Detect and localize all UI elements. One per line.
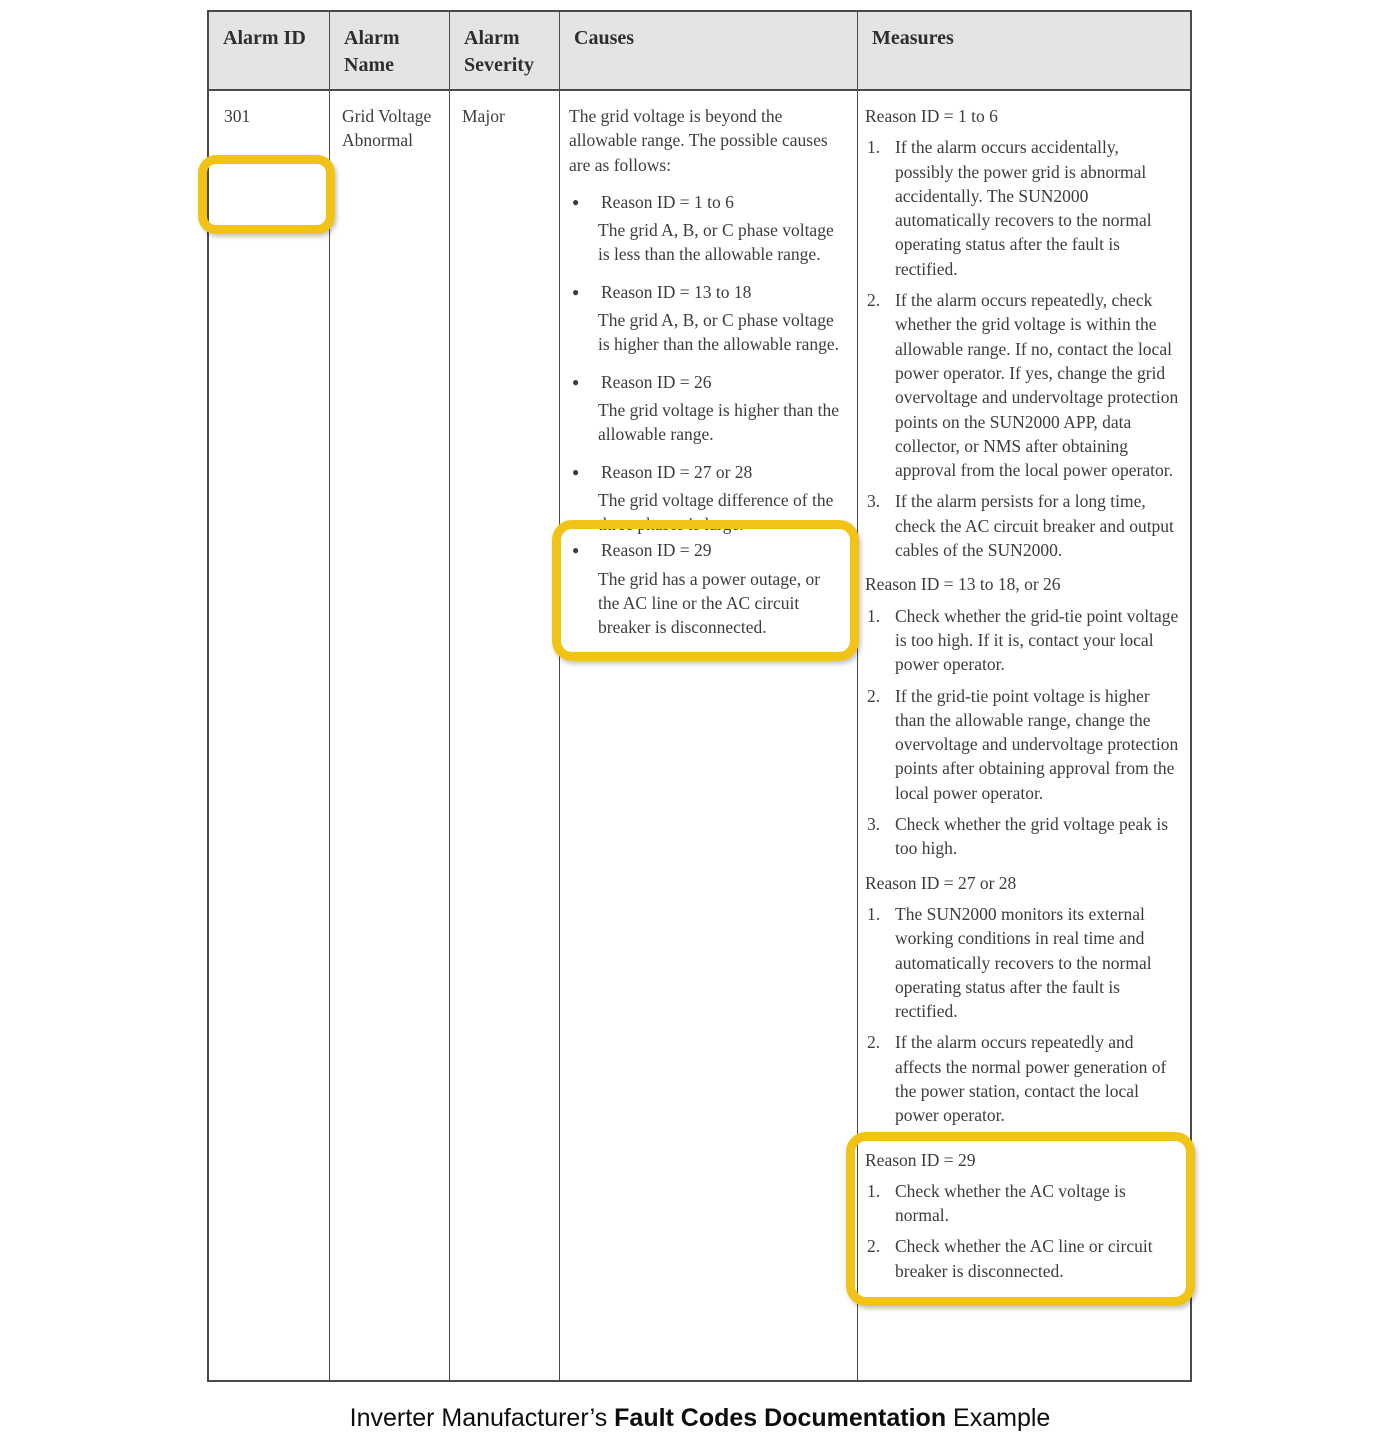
measure-step — [865, 1179, 1180, 1228]
causes-bullet — [569, 190, 842, 267]
measures-section-list — [865, 104, 1179, 1306]
step-text: If the alarm occurs repeatedly, check whether the grid voltage is within the allowable range. If no, contact the local power operator. If yes, change the grid overvoltage and undervoltage protection points on the SUN2000 APP, data collector, or NMS after obtaining approval from the local power operator. — [895, 290, 1179, 481]
step-number: 3. — [867, 814, 881, 835]
step-number: 1. — [867, 137, 881, 158]
measure-step — [865, 684, 1179, 805]
reason-group-title: Reason ID = 29 — [865, 1149, 976, 1170]
bullet-row — [569, 280, 842, 304]
bullet-row — [569, 190, 842, 214]
reason-title: Reason ID = 26 — [601, 371, 712, 392]
reason-body: The grid A, B, or C phase voltage is higher than the allowable range. — [598, 310, 840, 355]
reason-group-title: Reason ID = 1 to 6 — [865, 106, 998, 126]
reason-title: Reason ID = 27 or 28 — [601, 461, 753, 482]
header-alarm-id: Alarm ID — [223, 27, 306, 49]
measure-step — [865, 902, 1179, 1023]
reason-group-title: Reason ID = 27 or 28 — [865, 872, 1017, 893]
cell-alarm-id — [209, 91, 329, 1380]
reason-title: Reason ID = 1 to 6 — [601, 191, 734, 212]
bullet-icon: ● — [572, 194, 580, 209]
step-number: 2. — [867, 685, 881, 706]
bullet-icon: ● — [572, 543, 580, 558]
measure-step — [865, 1030, 1179, 1127]
step-number: 1. — [867, 605, 881, 626]
causes-bullet — [569, 370, 842, 447]
step-text: If the alarm occurs repeatedly and affects the normal power generation of the power station, contact the local power operator. — [895, 1032, 1167, 1126]
header-alarm-name: Alarm Name — [329, 12, 449, 89]
measures-section — [865, 871, 1179, 1128]
step-number: 1. — [867, 1180, 881, 1201]
measures-section — [865, 104, 1179, 562]
table-row — [209, 91, 1190, 1380]
step-text: If the alarm persists for a long time, check the AC circuit breaker and output cables of the SUN2000. — [895, 491, 1174, 561]
step-number: 2. — [867, 1236, 881, 1257]
step-text: Check whether the AC voltage is normal. — [895, 1180, 1126, 1226]
step-number: 2. — [867, 290, 881, 311]
causes-bullet-highlighted — [552, 520, 859, 660]
step-text: Check whether the AC line or circuit breaker is disconnected. — [895, 1236, 1153, 1281]
cell-alarm-severity: Major — [449, 91, 559, 1380]
reason-body: The grid voltage is higher than the allowable range. — [598, 399, 840, 445]
reason-title: Reason ID = 29 — [601, 540, 712, 561]
causes-bullet-list — [569, 190, 842, 661]
bullet-icon: ● — [572, 464, 580, 479]
bullet-row — [569, 370, 842, 394]
cell-causes — [559, 91, 857, 1380]
alarm-id-value: 301 — [224, 106, 251, 126]
causes-intro: The grid voltage is beyond the allowable range. The possible causes are as follows: — [569, 106, 828, 175]
caption-suffix: Example — [946, 1404, 1051, 1432]
causes-bullet — [569, 280, 842, 357]
fault-codes-table — [207, 10, 1192, 1382]
cell-measures — [857, 91, 1190, 1380]
measure-step — [865, 812, 1179, 861]
bullet-icon: ● — [572, 374, 580, 389]
caption-prefix: Inverter Manufacturer’s — [349, 1404, 615, 1432]
step-text: Check whether the grid-tie point voltage is too high. If it is, contact your local power operator. — [895, 605, 1179, 675]
header-causes: Causes — [559, 12, 857, 89]
table-header-row — [209, 12, 1190, 91]
bullet-icon: ● — [572, 284, 580, 299]
measure-step — [865, 604, 1179, 677]
measures-section-highlighted — [846, 1132, 1195, 1306]
step-text: The SUN2000 monitors its external working conditions in real time and automatically recovers to the normal operating status after the fault is rectified. — [895, 903, 1152, 1022]
cell-alarm-name: Grid Voltage Abnormal — [329, 91, 449, 1380]
step-text: If the alarm occurs accidentally, possibly the power grid is abnormal accidentally. The SUN2000 automatically recovers to the normal operating status after the fault is rectified. — [895, 137, 1152, 279]
step-number: 1. — [867, 903, 881, 924]
bullet-row — [569, 538, 844, 562]
reason-title: Reason ID = 13 to 18 — [601, 281, 752, 302]
measure-step — [865, 135, 1179, 281]
step-number: 2. — [867, 1032, 881, 1053]
reason-body: The grid has a power outage, or the AC line or the AC circuit breaker is disconnected. — [598, 568, 821, 638]
reason-group-title: Reason ID = 13 to 18, or 26 — [865, 574, 1061, 595]
reason-body: The grid A, B, or C phase voltage is less than the allowable range. — [598, 220, 834, 265]
measure-step — [865, 1234, 1180, 1283]
caption-bold: Fault Codes Documentation — [614, 1404, 947, 1432]
header-alarm-severity: Alarm Severity — [449, 12, 559, 89]
measures-section — [865, 572, 1179, 860]
measure-step — [865, 288, 1179, 482]
highlight-box-alarm-id — [198, 155, 335, 234]
measure-step — [865, 489, 1179, 562]
step-number: 3. — [867, 491, 881, 512]
bullet-row — [569, 460, 842, 484]
header-measures: Measures — [857, 12, 1190, 89]
step-text: Check whether the grid voltage peak is too high. — [895, 814, 1169, 859]
figure-caption — [0, 1402, 1400, 1434]
reason-body: The grid voltage difference of the three phases is large. — [598, 489, 834, 535]
step-text: If the grid-tie point voltage is higher than the allowable range, change the overvoltage and undervoltage protection points after obtaining approval from the local power operator. — [895, 685, 1179, 803]
